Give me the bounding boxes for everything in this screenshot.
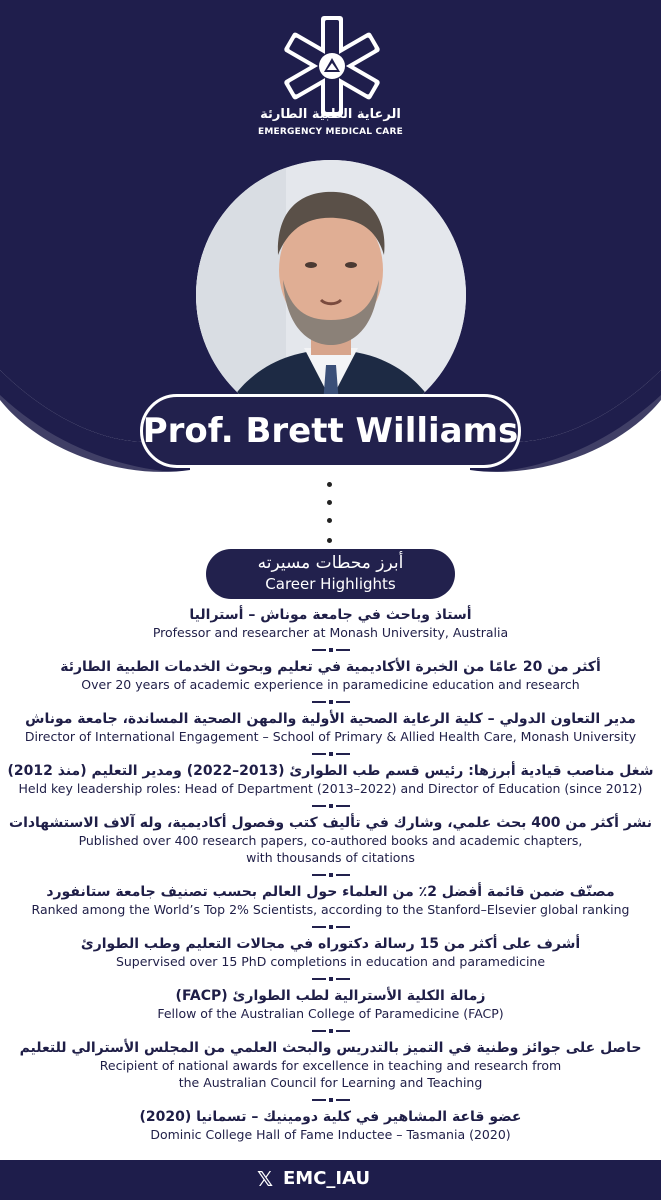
section-heading — [206, 549, 455, 599]
highlight-arabic: عضو قاعة المشاهير في كلية دومينيك – تسمانيا (2020) — [139, 1109, 522, 1125]
highlight-english: Held key leadership roles: Head of Department (2013–2022) and Director of Education (since 2012) — [18, 781, 643, 796]
highlight-item — [0, 1039, 661, 1091]
highlight-english: Director of International Engagement – School of Primary & Allied Health Care, Monash University — [24, 729, 637, 744]
section-title-english: Career Highlights — [265, 575, 396, 593]
highlight-item — [0, 710, 661, 745]
highlight-english: with thousands of citations — [246, 850, 415, 865]
highlight-arabic: حاصل على جوائز وطنية في التميز بالتدريس والبحث العلمي من المجلس الأسترالي للتعليم — [19, 1040, 642, 1056]
profile-photo — [196, 160, 466, 430]
highlight-english: the Australian Council for Learning and Teaching — [178, 1075, 483, 1090]
highlight-arabic: مصنّف ضمن قائمة أفضل 2٪ من العلماء حول العالم بحسب تصنيف جامعة ستانفورد — [46, 884, 615, 900]
highlight-arabic: زمالة الكلية الأسترالية لطب الطوارئ (FACP) — [175, 988, 486, 1004]
highlight-arabic: أستاذ وباحث في جامعة موناش – أستراليا — [189, 607, 472, 623]
highlights-list — [0, 606, 661, 1143]
social-handle[interactable]: EMC_IAU — [283, 1168, 371, 1189]
highlight-arabic: مدير التعاون الدولي – كلية الرعاية الصحية الأولية والمهن الصحية المساندة، جامعة موناش — [25, 711, 636, 727]
brand-name-english: EMERGENCY MEDICAL CARE — [258, 127, 403, 137]
highlight-english: Over 20 years of academic experience in paramedicine education and research — [81, 677, 580, 692]
highlight-arabic: أشرف على أكثر من 15 رسالة دكتوراه في مجالات التعليم وطب الطوارئ — [80, 936, 581, 952]
highlight-item — [0, 658, 661, 693]
section-title-arabic: أبرز محطات مسيرته — [257, 553, 404, 573]
highlight-arabic: نشر أكثر من 400 بحث علمي، وشارك في تأليف كتب وفصول أكاديمية، وله آلاف الاستشهادات — [9, 815, 652, 831]
x-logo-icon: 𝕏 — [256, 1166, 274, 1191]
item-separator — [0, 1023, 661, 1038]
highlight-item — [0, 762, 661, 797]
highlight-english: Ranked among the World’s Top 2% Scientists, according to the Stanford–Elsevier global ranking — [31, 902, 630, 917]
highlight-item — [0, 1108, 661, 1143]
highlight-item — [0, 883, 661, 918]
footer-bar — [0, 1160, 661, 1200]
highlight-english: Professor and researcher at Monash University, Australia — [152, 625, 509, 640]
highlight-item — [0, 987, 661, 1022]
highlight-arabic: شغل مناصب قيادية أبرزها: رئيس قسم طب الطوارئ (2013–2022) ومدير التعليم (منذ 2012) — [7, 763, 654, 779]
item-separator — [0, 867, 661, 882]
item-separator — [0, 746, 661, 761]
divider-dot — [327, 500, 332, 505]
highlight-english: Fellow of the Australian College of Paramedicine (FACP) — [157, 1006, 504, 1021]
divider-dot — [327, 538, 332, 543]
highlight-item — [0, 935, 661, 970]
highlight-english: Recipient of national awards for excellence in teaching and research from — [99, 1058, 562, 1073]
highlight-english: Published over 400 research papers, co-authored books and academic chapters, — [78, 833, 583, 848]
item-separator — [0, 919, 661, 934]
highlight-item — [0, 814, 661, 866]
highlight-english: Dominic College Hall of Fame Inductee – Tasmania (2020) — [150, 1127, 511, 1142]
highlight-item — [0, 606, 661, 641]
emc-star-of-life-logo — [278, 12, 386, 120]
item-separator — [0, 971, 661, 986]
item-separator — [0, 798, 661, 813]
highlight-arabic: أكثر من 20 عامًا من الخبرة الأكاديمية في تعليم وبحوث الخدمات الطبية الطارئة — [60, 659, 601, 675]
item-separator — [0, 1092, 661, 1107]
brand-name-arabic: الرعاية الطبية الطارئة — [260, 107, 401, 122]
profile-name: Prof. Brett Williams — [142, 411, 519, 451]
item-separator — [0, 642, 661, 657]
divider-dot — [327, 482, 332, 487]
item-separator — [0, 694, 661, 709]
name-banner — [140, 394, 521, 468]
divider-dot — [327, 518, 332, 523]
highlight-english: Supervised over 15 PhD completions in education and paramedicine — [115, 954, 546, 969]
